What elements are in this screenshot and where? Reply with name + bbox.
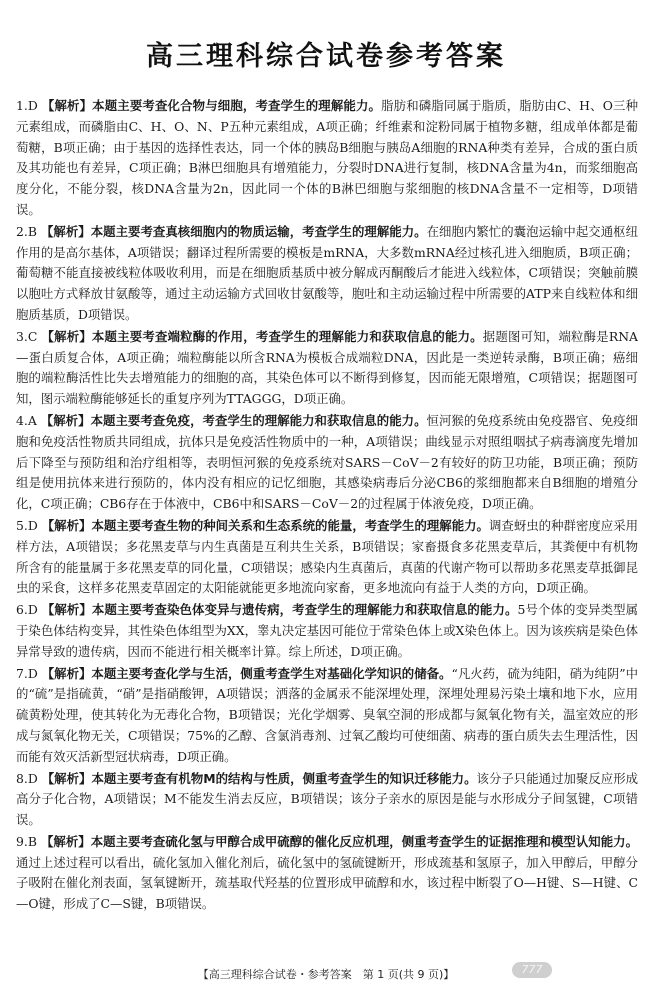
- answer-focus: 本题主要考查真核细胞内的物质运输，考查学生的理解能力。: [90, 223, 427, 239]
- analysis-tag: 【解析】: [41, 328, 92, 344]
- answer-item-5: [16, 516, 638, 599]
- analysis-tag: 【解析】: [40, 412, 91, 428]
- answer-focus: 本题主要考查有机物M的结构与性质，侧重考查学生的知识迁移能力。: [91, 770, 477, 786]
- answer-item-8: [16, 769, 638, 831]
- answer-list: [16, 96, 638, 916]
- answer-focus: 本题主要考查端粒酶的作用，考查学生的理解能力和获取信息的能力。: [91, 328, 483, 344]
- answer-focus: 本题主要考查生物的种间关系和生态系统的能量，考查学生的理解能力。: [91, 517, 489, 533]
- analysis-tag: 【解析】: [41, 98, 93, 113]
- answer-focus: 本题主要考查化合物与细胞，考查学生的理解能力。: [92, 98, 382, 113]
- answer-text: “凡火药，硫为纯阳，硝为纯阴”中的“硫”是指硫黄，“硝”是指硝酸钾，A项错误；洒落的金属汞不能深埋处理，深埋处理易污染土壤和地下水，应用硫黄粉处理，使其转化为无毒化合物，B项错误；光化学烟雾、臭氧空洞的形成都与氮氧化物有关，温室效应的形成与氮氧化物无关，C项错误；75%的乙醇、含氯消毒剂、过氧乙酸均可使细菌、病毒的蛋白质失去生理活性，因而能有效灭活新型冠状病毒，D项正确。: [16, 665, 639, 764]
- answer-number: 6.D: [16, 602, 38, 618]
- answer-number: 4.A: [16, 412, 37, 428]
- answer-item-2: [16, 222, 638, 326]
- analysis-tag: 【解析】: [41, 770, 92, 786]
- answer-text: 脂肪和磷脂同属于脂质，脂肪由C、H、O三种元素组成，而磷脂由C、H、O、N、P五种元素组成，A项正确；纤维素和淀粉同属于植物多糖，组成单体都是葡萄糖，B项正确；由于基因的选择性表达，同一个体的胰岛B细胞与胰岛A细胞的RNA种类有差异，合成的蛋白质及其功能也有差异，C项正确；B淋巴细胞具有增殖能力，分裂时DNA进行复制，核DNA含量为4n，而浆细胞高度分化，不能分裂，核DNA含量为2n，因此同一个体的B淋巴细胞与浆细胞的核DNA含量不一定相等，D项错误。: [16, 98, 638, 217]
- answer-text: 该分子只能通过加聚反应形成高分子化合物，A项错误；M不能发生消去反应，B项错误；该分子亲水的原因是能与水形成分子间氢键，C项错误。: [16, 770, 639, 828]
- answer-item-4: [16, 411, 638, 515]
- answer-number: 8.D: [16, 770, 38, 786]
- analysis-tag: 【解析】: [40, 833, 91, 849]
- answer-focus: 本题主要考查化学与生活，侧重考查学生对基础化学知识的储备。: [91, 665, 452, 681]
- page-title: 高三理科综合试卷参考答案: [146, 41, 506, 72]
- answer-number: 5.D: [16, 517, 38, 533]
- answer-item-7: [16, 664, 638, 768]
- answer-text: 恒河猴的免疫系统由免疫器官、免疫细胞和免疫活性物质共同组成，抗体只是免疫活性物质中的一种，A项错误；曲线显示对照组咽拭子病毒滴度先增加后下降至与预防组和治疗组相等，表明恒河猴的免疫系统对SARS－CoV－2有较好的防卫功能，B项正确；预防组是使用抗体来进行预防的，体内没有相应的记忆细胞，其感染病毒后分泌CB6的浆细胞都来自B细胞的增殖分化，C项正确；CB6存在于体液中，CB6中和SARS－CoV－2的过程属于体液免疫，D项正确。: [16, 412, 639, 512]
- answer-item-3: [16, 327, 638, 410]
- answer-focus: 本题主要考查免疫，考查学生的理解能力和获取信息的能力。: [90, 412, 427, 428]
- page-footer: 【高三理科综合试卷・参考答案 第 1 页(共 9 页)】: [197, 968, 455, 981]
- analysis-tag: 【解析】: [41, 602, 92, 618]
- answer-focus: 本题主要考查染色体变异与遗传病，考查学生的理解能力和获取信息的能力。: [91, 602, 518, 618]
- answer-number: 3.C: [16, 328, 38, 344]
- answer-text: 据题图可知，端粒酶是RNA—蛋白质复合体，A项正确；端粒酶能以所含RNA为模板合成端粒DNA，因此是一类逆转录酶，B项正确；癌细胞的端粒酶活性比失去增殖能力的细胞的高，其染色体可以不断得到修复，因而能无限增殖，C项错误；据题图可知，图示端粒酶能够延长的重复序列为TTAGGG，D项正确。: [16, 328, 639, 407]
- answer-number: 9.B: [16, 833, 37, 849]
- answer-text: 调查蚜虫的种群密度应采用样方法，A项错误；多花黑麦草与内生真菌是互利共生关系，B项错误；家畜摄食多花黑麦草后，其粪便中有机物所含有的能量属于多花黑麦草的同化量，C项错误；感染内生真菌后，真菌的代谢产物可以帮助多花黑麦草抵御昆虫的采食，这样多花黑麦草固定的太阳能就能更多地流向家畜，更多地流向有益于人类的方向，D项正确。: [16, 517, 639, 596]
- answer-item-9: [16, 832, 638, 915]
- answer-item-1: [16, 96, 638, 221]
- analysis-tag: 【解析】: [41, 665, 92, 681]
- answer-text: 5号个体的变异类型属于染色体结构变异，其性染色体组型为XX，睾丸决定基因可能位于常染色体上或X染色体上。因为该疾病是染色体异常导致的遗传病，因而不能进行相关概率计算。综上所述，D项正确。: [16, 602, 639, 659]
- answer-number: 7.D: [16, 665, 38, 681]
- analysis-tag: 【解析】: [41, 517, 92, 533]
- answer-item-6: [16, 600, 638, 662]
- page-stamp: 777: [512, 962, 552, 978]
- answer-text: 通过上述过程可以看出，硫化氢加入催化剂后，硫化氢中的氢硫键断开，形成巯基和氢原子，加入甲醇后，甲醇分子吸附在催化剂表面，氢氧键断开，巯基取代羟基的位置形成甲硫醇和水，该过程中断裂了O—H键、S—H键、C—O键，形成了C—S键，B项错误。: [16, 854, 638, 912]
- analysis-tag: 【解析】: [40, 223, 91, 239]
- answer-number: 2.B: [16, 223, 37, 239]
- answer-text: 在细胞内繁忙的囊泡运输中起交通枢纽作用的是高尔基体，A项错误；翻译过程所需要的模板是mRNA，大多数mRNA经过核孔进入细胞质，B项正确；葡萄糖不能直接被线粒体吸收利用，而是在细胞质基质中被分解成丙酮酸后才能进入线粒体，C项错误；突触前膜以胞吐方式释放甘氨酸等，通过主动运输方式回收甘氨酸等，胞吐和主动运输过程中所需要的ATP来自线粒体和细胞质基质，D项错误。: [16, 223, 639, 322]
- answer-focus: 本题主要考查硫化氢与甲醇合成甲硫醇的催化反应机理，侧重考查学生的证据推理和模型认知能力。: [90, 833, 639, 849]
- answer-number: 1.D: [16, 98, 38, 113]
